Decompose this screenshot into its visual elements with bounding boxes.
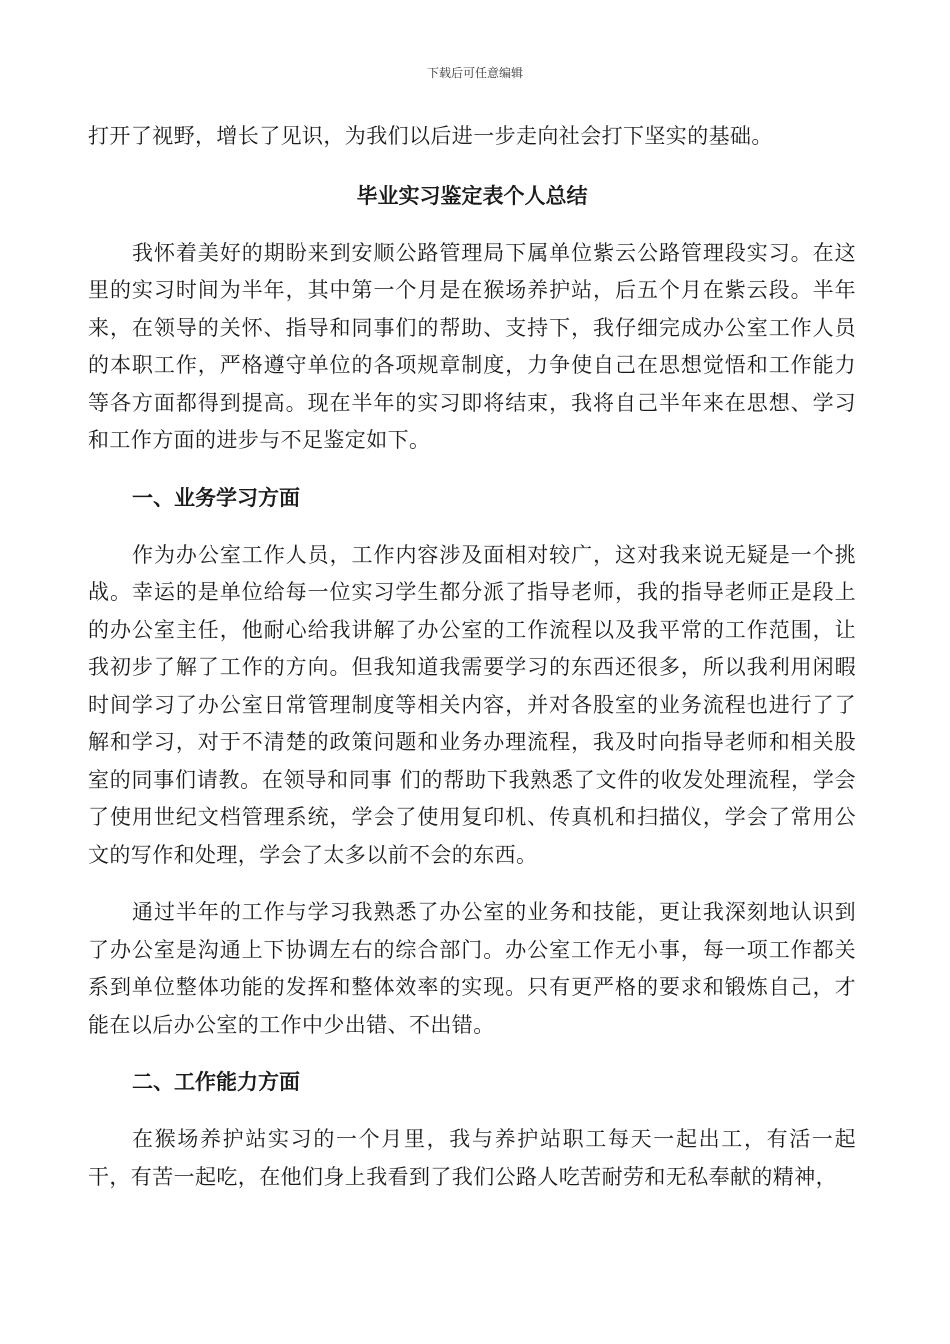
paragraph-gap xyxy=(88,874,856,894)
section-1-heading: 一、业务学习方面 xyxy=(132,485,300,510)
paragraph-3: 通过半年的工作与学习我熟悉了办公室的业务和技能，更让我深刻地认识到了办公室是沟通上下协调左右的综合部门。办公室工作无小事，每一项工作都关系到单位整体功能的发挥和整体效率的实现。只有更严格的要求和锻炼自己，才能在以后办公室的工作中少出错、不出错。 xyxy=(88,900,856,1037)
paragraph-1: 我怀着美好的期盼来到安顺公路管理局下属单位紫云公路管理段实习。在这里的实习时间为半年，其中第一个月是在猴场养护站，后五个月在紫云段。半年来，在领导的关怀、指导和同事们的帮助、支持下，我仔细完成办公室工作人员的本职工作，严格遵守单位的各项规章制度，力争使自己在思想觉悟和工作能力等各方面都得到提高。现在半年的实习即将结束，我将自己半年来在思想、学习和工作方面的进步与不足鉴定如下。 xyxy=(88,240,856,452)
intro-tail-paragraph: 打开了视野，增长了见识，为我们以后进一步走向社会打下坚实的基础。 xyxy=(88,124,773,148)
paragraph-4: 在猴场养护站实习的一个月里，我与养护站职工每天一起出工，有活一起干，有苦一起吃，在他们身上我看到了我们公路人吃苦耐劳和无私奉献的精神， xyxy=(88,1127,856,1189)
document-body xyxy=(88,118,856,1196)
section-2-heading: 二、工作能力方面 xyxy=(132,1070,300,1094)
page-header: 下载后可任意编辑 xyxy=(426,66,523,80)
document-title: 毕业实习鉴定表个人总结 xyxy=(356,183,588,208)
paragraph-2: 作为办公室工作人员，工作内容涉及面相对较广，这对我来说无疑是一个挑战。幸运的是单位给每一位实习学生都分派了指导老师，我的指导老师正是段上的办公室主任，他耐心给我讲解了办公室的工作流程以及我平常的工作范围，让我初步了解了工作的方向。但我知道我需要学习的东西还很多，所以我利用闲暇时间学习了办公室日常管理制度等相关内容，并对各股室的业务流程也进行了了解和学习，对于不清楚的政策问题和业务办理流程，我及时向指导老师和相关股室的同事们请教。在领导和同事 们的帮助下我熟悉了文件的收发处理流程，学会了使用世纪文档管理系统，学会了使用复印机、传真机和扫描仪，学会了常用公文的写作和处理，学会了太多以前不会的东西。 xyxy=(88,542,856,867)
